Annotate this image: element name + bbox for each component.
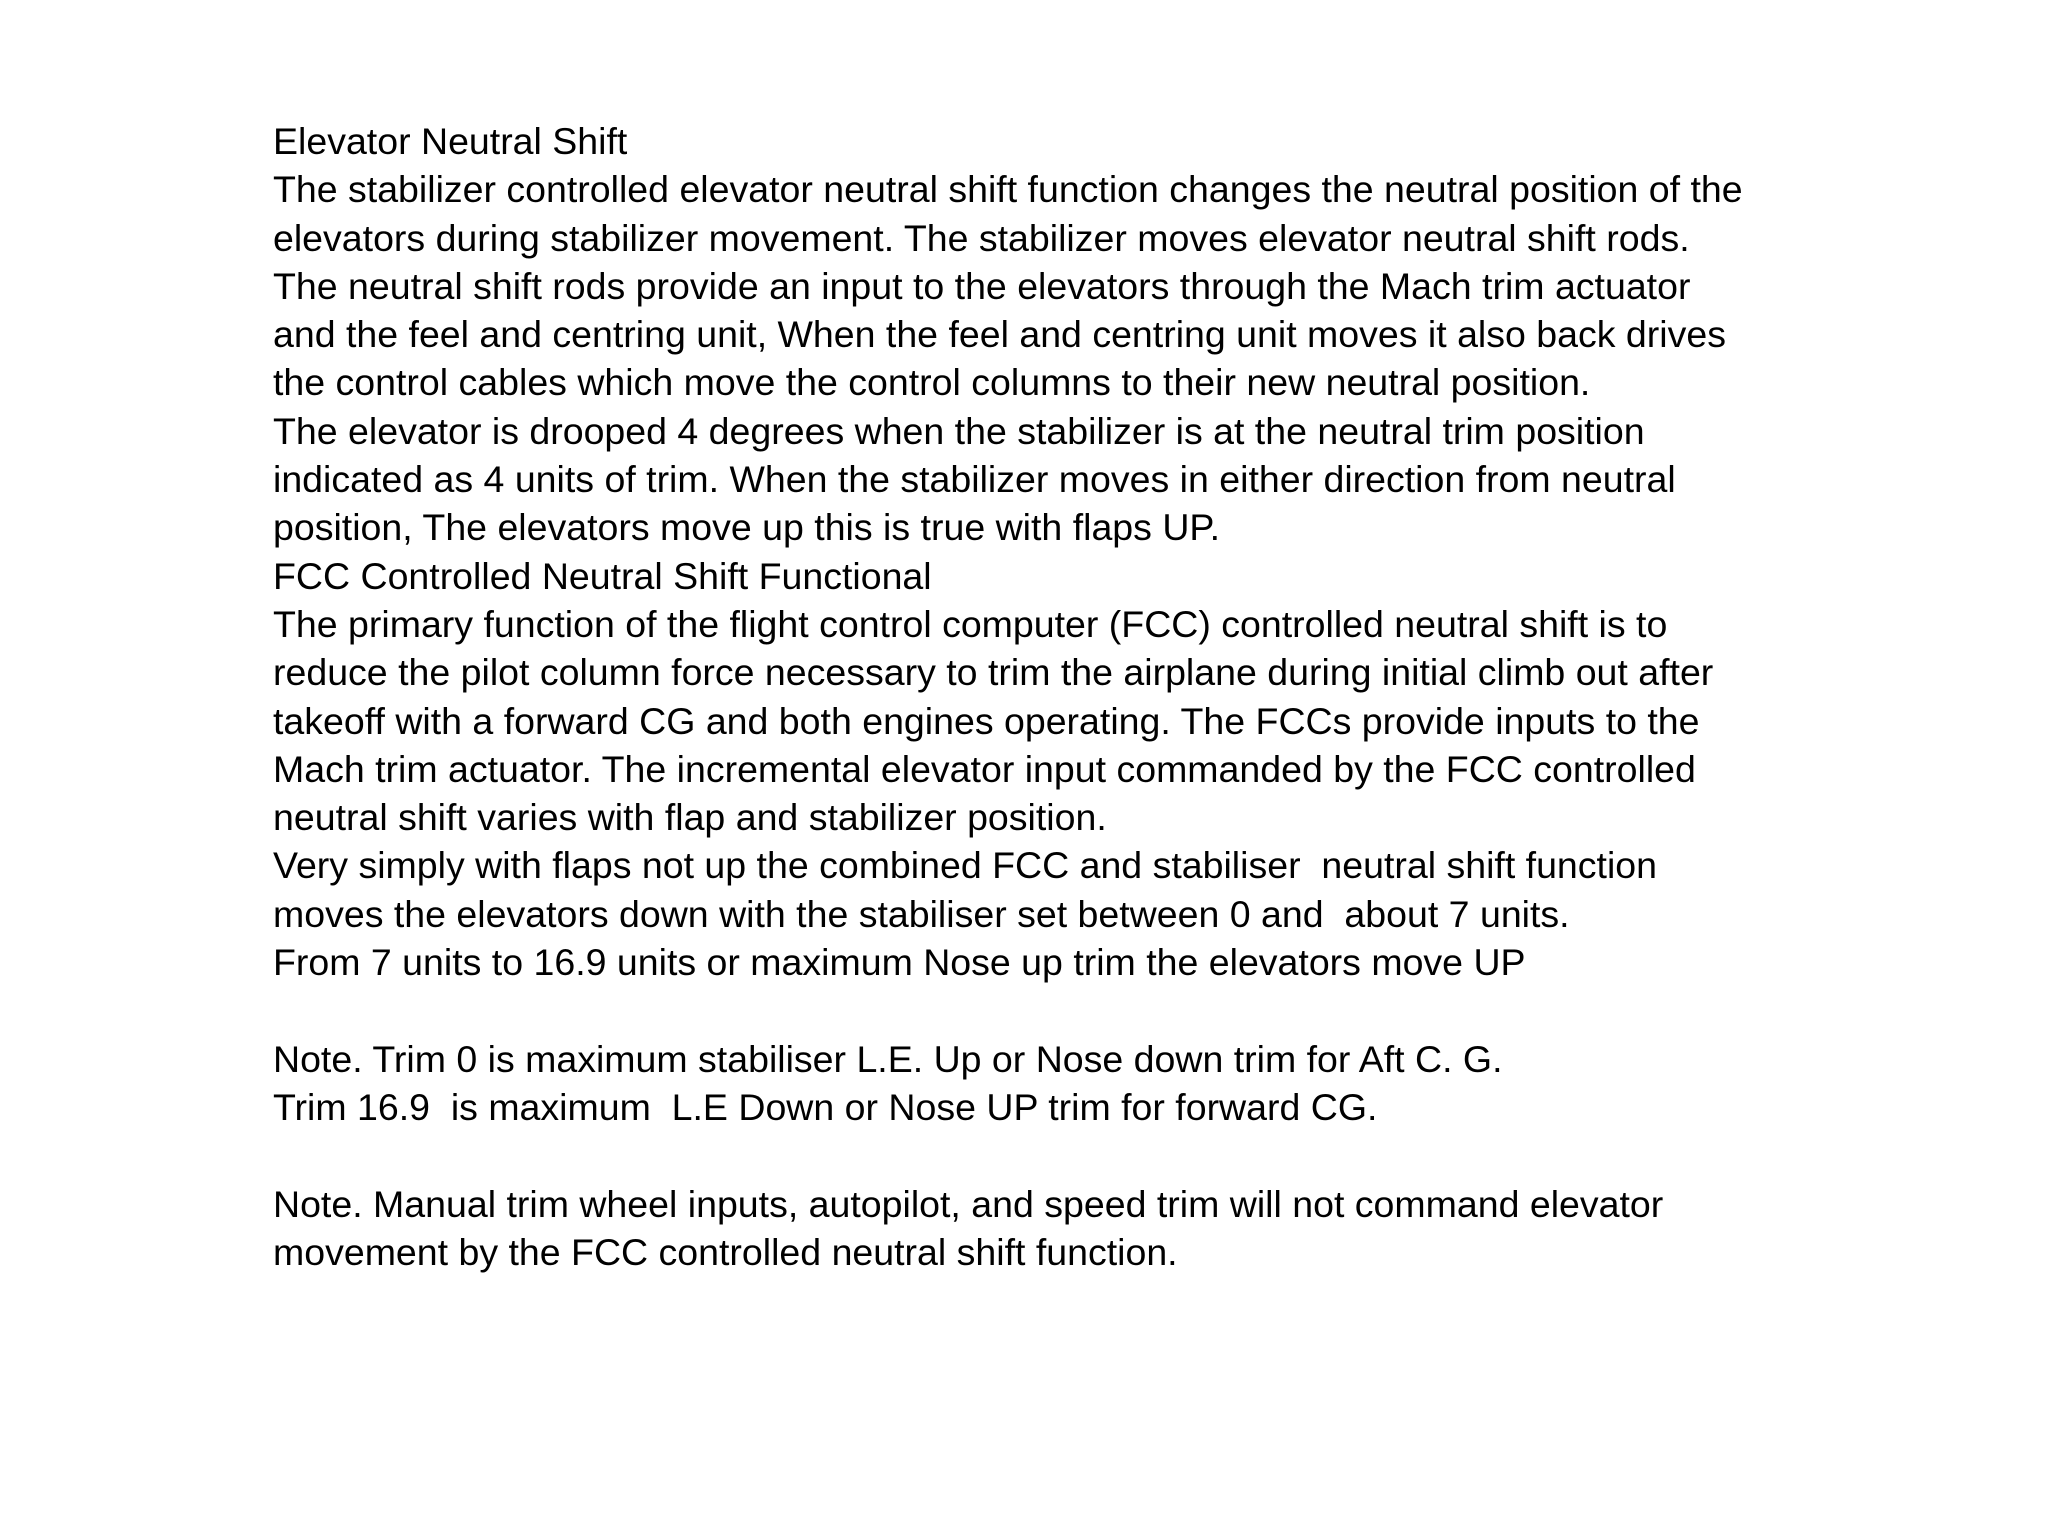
paragraph-line: position, The elevators move up this is true with flaps UP. [273, 506, 1221, 549]
blank-line [273, 1131, 1973, 1179]
paragraph-line: The stabilizer controlled elevator neutral shift function changes the neutral position of the [273, 168, 1743, 211]
paragraph-line: The elevator is drooped 4 degrees when the stabilizer is at the neutral trim position [273, 409, 1645, 452]
note-line: Trim 16.9 is maximum L.E Down or Nose UP trim for forward CG. [273, 1085, 1378, 1128]
paragraph-line: neutral shift varies with flap and stabilizer position. [273, 796, 1107, 839]
paragraph-line: From 7 units to 16.9 units or maximum Nose up trim the elevators move UP [273, 941, 1526, 984]
paragraph-line: the control cables which move the control columns to their new neutral position. [273, 361, 1591, 404]
paragraph-line: Mach trim actuator. The incremental elevator input commanded by the FCC controlled [273, 747, 1696, 790]
document-body [273, 117, 1973, 1276]
paragraph-line: Very simply with flaps not up the combined FCC and stabiliser neutral shift function [273, 844, 1658, 887]
note-line: Note. Manual trim wheel inputs, autopilot, and speed trim will not command elevator [273, 1182, 1664, 1225]
paragraph-line: The primary function of the flight control computer (FCC) controlled neutral shift is to [273, 602, 1668, 645]
paragraph-line: reduce the pilot column force necessary to trim the airplane during initial climb out after [273, 651, 1714, 694]
paragraph-line: elevators during stabilizer movement. The stabilizer moves elevator neutral shift rods. [273, 216, 1690, 259]
paragraph-line: moves the elevators down with the stabiliser set between 0 and about 7 units. [273, 892, 1570, 935]
note-line: movement by the FCC controlled neutral shift function. [273, 1230, 1178, 1273]
heading-fcc-controlled-neutral-shift: FCC Controlled Neutral Shift Functional [273, 554, 932, 597]
paragraph-line: The neutral shift rods provide an input to the elevators through the Mach trim actuator [273, 264, 1691, 307]
paragraph-line: indicated as 4 units of trim. When the stabilizer moves in either direction from neutral [273, 458, 1676, 501]
note-line: Note. Trim 0 is maximum stabiliser L.E. Up or Nose down trim for Aft C. G. [273, 1037, 1503, 1080]
paragraph-line: and the feel and centring unit, When the feel and centring unit moves it also back drives [273, 313, 1726, 356]
blank-line [273, 986, 1973, 1034]
paragraph-line: takeoff with a forward CG and both engines operating. The FCCs provide inputs to the [273, 699, 1700, 742]
heading-elevator-neutral-shift: Elevator Neutral Shift [273, 120, 628, 162]
